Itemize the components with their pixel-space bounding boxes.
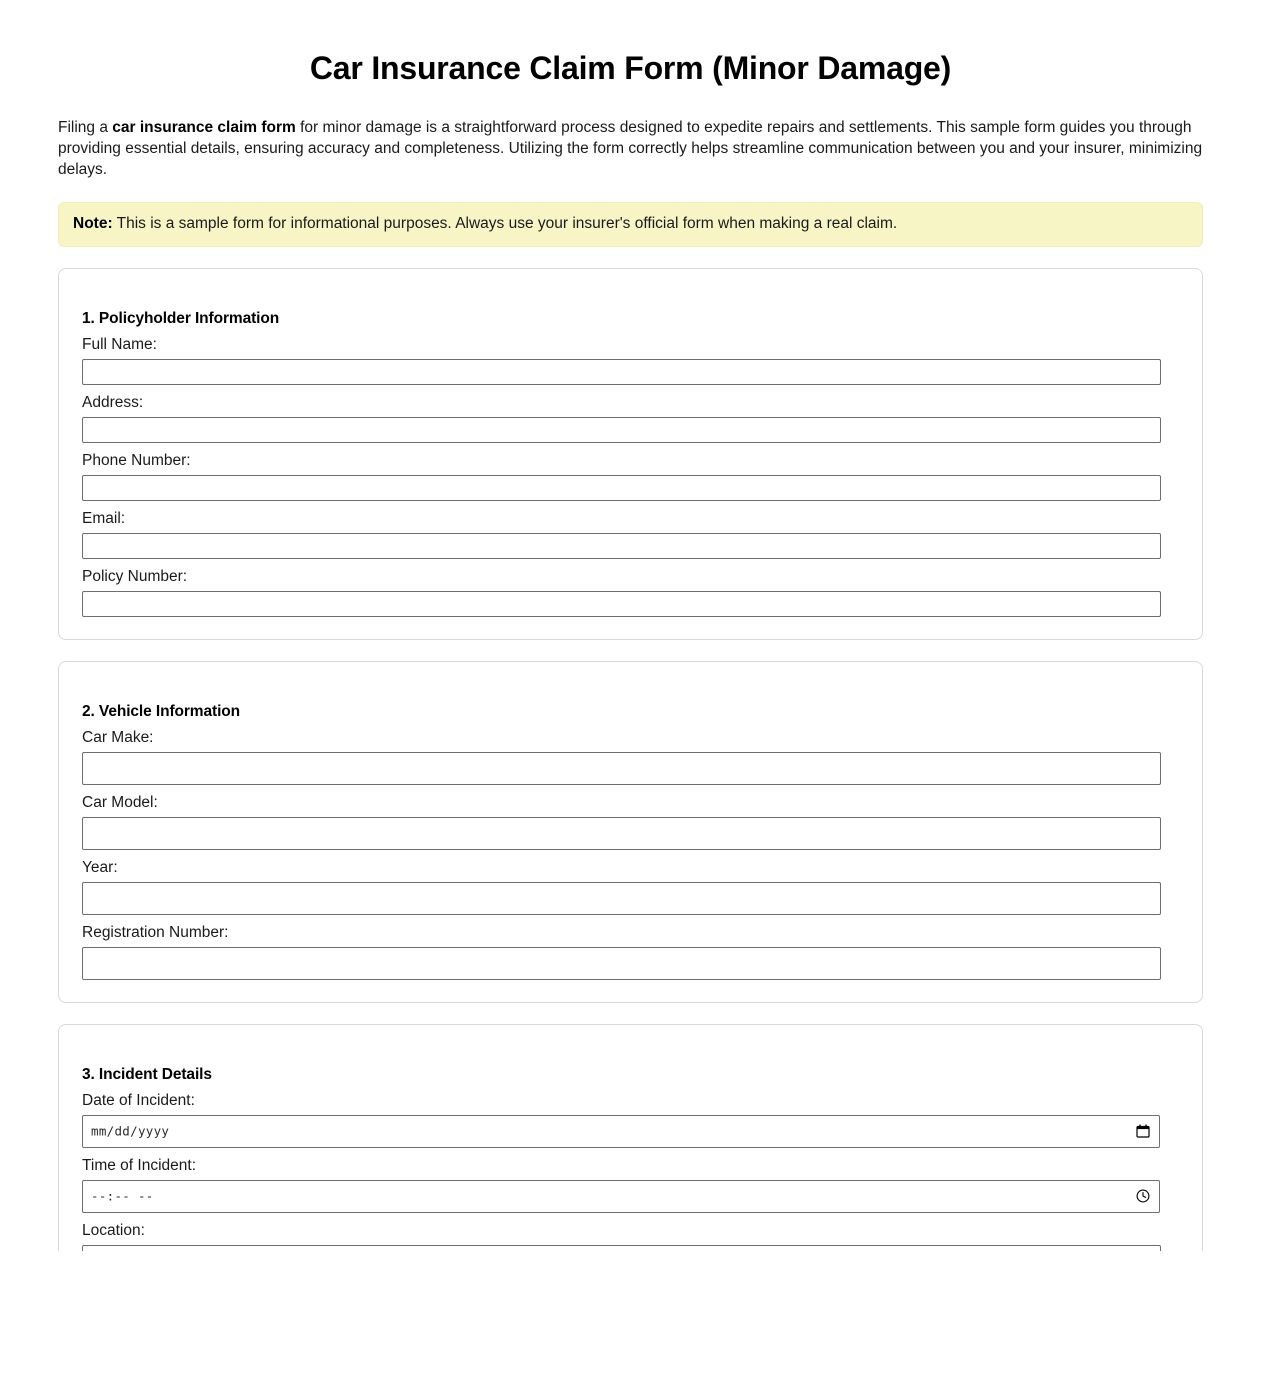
intro-bold-phrase: car insurance claim form	[112, 118, 296, 136]
section-heading: 2. Vehicle Information	[82, 702, 241, 720]
field-car-model	[82, 792, 1179, 850]
field-label: Car Make:	[82, 728, 154, 746]
car-model-input[interactable]	[82, 817, 1161, 850]
field-date-of-incident	[82, 1090, 1179, 1148]
email-input[interactable]	[82, 533, 1161, 559]
year-input[interactable]	[82, 882, 1161, 915]
field-label: Year:	[82, 858, 118, 876]
field-label: Location:	[82, 1221, 145, 1239]
document-body	[58, 0, 1203, 1251]
full-name-input[interactable]	[82, 359, 1161, 385]
car-make-input[interactable]	[82, 752, 1161, 785]
section-heading: 1. Policyholder Information	[82, 309, 280, 327]
note-callout	[58, 202, 1203, 247]
phone-number-input[interactable]	[82, 475, 1161, 501]
section-card-policyholder	[58, 268, 1203, 640]
field-location	[82, 1220, 1179, 1251]
section-heading: 3. Incident Details	[82, 1065, 212, 1083]
field-label: Car Model:	[82, 793, 158, 811]
clock-icon[interactable]	[1136, 1189, 1150, 1203]
date-of-incident-input[interactable]	[82, 1115, 1160, 1148]
note-label: Note:	[73, 214, 113, 232]
date-placeholder-text: mm/dd/yyyy	[91, 1123, 170, 1139]
policy-number-input[interactable]	[82, 591, 1161, 617]
field-phone-number	[82, 450, 1179, 501]
calendar-icon[interactable]	[1136, 1124, 1150, 1138]
field-year	[82, 857, 1179, 915]
field-email	[82, 508, 1179, 559]
field-label: Full Name:	[82, 335, 157, 353]
intro-text-before: Filing a	[58, 118, 113, 136]
section-card-incident	[58, 1024, 1203, 1251]
registration-number-input[interactable]	[82, 947, 1161, 980]
field-label: Email:	[82, 509, 126, 527]
field-label: Date of Incident:	[82, 1091, 195, 1109]
intro-text-after: for minor damage is a straightforward process designed to expedite repairs and settlements. This sample form guides you through providing essential details, ensuring accuracy and completeness. Utilizing the form correctly helps streamline communication between you and your insurer, minimizing delays.	[58, 118, 1203, 178]
intro-paragraph	[58, 88, 1203, 180]
location-input[interactable]	[82, 1245, 1161, 1251]
field-label: Address:	[82, 393, 144, 411]
time-of-incident-input[interactable]	[82, 1180, 1160, 1213]
section-card-vehicle	[58, 661, 1203, 1003]
address-input[interactable]	[82, 417, 1161, 443]
field-label: Phone Number:	[82, 451, 191, 469]
field-registration-number	[82, 922, 1179, 980]
field-label: Time of Incident:	[82, 1156, 197, 1174]
field-label: Registration Number:	[82, 923, 229, 941]
field-full-name	[82, 334, 1179, 385]
field-car-make	[82, 727, 1179, 785]
field-label: Policy Number:	[82, 567, 188, 585]
field-address	[82, 392, 1179, 443]
page-title: Car Insurance Claim Form (Minor Damage)	[309, 50, 952, 86]
time-placeholder-text: --:-- --	[91, 1188, 154, 1204]
field-policy-number	[82, 566, 1179, 617]
note-text: This is a sample form for informational purposes. Always use your insurer's official form when making a real claim.	[112, 214, 898, 232]
field-time-of-incident	[82, 1155, 1179, 1213]
